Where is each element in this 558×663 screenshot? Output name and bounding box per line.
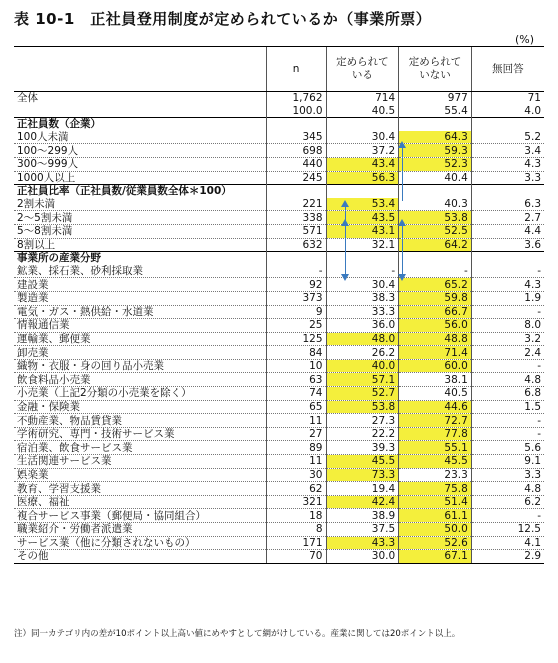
cell-a: 714 [326,92,399,105]
table-row [14,427,544,441]
cell-defined: 19.4 [326,482,399,496]
cell-defined: 26.2 [326,346,399,360]
unit-label: (%) [515,33,535,46]
cell-not-defined: 40.5 [399,387,472,401]
section-empty-cell [399,185,472,198]
table-row [14,278,544,292]
cell-no-answer: 6.3 [471,198,544,211]
cell-n: 245 [266,171,326,185]
cell-not-defined: 65.2 [399,278,472,292]
cell-n: 440 [266,157,326,171]
table-row [14,414,544,428]
cell-n: 9 [266,305,326,319]
table-row [14,157,544,171]
cell-defined: 53.4 [326,198,399,211]
cell-not-defined: 40.3 [399,198,472,211]
row-label: 金融・保険業 [14,400,266,414]
row-label: 100人未満 [14,131,266,144]
cell-not-defined: 59.8 [399,291,472,305]
cell-no-answer: - [471,427,544,441]
section-empty-cell [399,252,472,265]
cell-n: 63 [266,373,326,387]
cell-n: - [266,265,326,278]
table-row [14,455,544,469]
row-label: 飲食料品小売業 [14,373,266,387]
cell-no-answer: - [471,359,544,373]
cell-not-defined: 55.1 [399,441,472,455]
table-row-total-pct [14,105,544,118]
cell-c: 4.0 [471,105,544,118]
cell-n: 338 [266,211,326,225]
cell-defined: 30.0 [326,550,399,564]
table-row [14,482,544,496]
row-label: 情報通信業 [14,319,266,333]
cell-defined: 36.0 [326,319,399,333]
header-no-answer: 無回答 [471,47,544,92]
cell-defined: 43.5 [326,211,399,225]
row-label: 職業紹介・労働者派遣業 [14,523,266,537]
header-defined: 定められて いる [326,47,399,92]
row-label: サービス業（他に分類されないもの） [14,536,266,550]
row-label: 建設業 [14,278,266,292]
cell-n: 125 [266,332,326,346]
cell-no-answer: 4.8 [471,482,544,496]
cell-n: 92 [266,278,326,292]
section-label: 正社員比率（正社員数/従業員数全体＊100） [14,185,266,198]
cell-n: 11 [266,455,326,469]
table-row [14,319,544,333]
section-empty-cell [326,118,399,131]
cell-no-answer: 1.5 [471,400,544,414]
cell-n: 8 [266,523,326,537]
cell-n: 70 [266,550,326,564]
row-label: 宿泊業、飲食サービス業 [14,441,266,455]
cell-no-answer: 4.8 [471,373,544,387]
cell-n: 27 [266,427,326,441]
cell-not-defined: 72.7 [399,414,472,428]
header-label [14,47,266,92]
cell-defined: 42.4 [326,495,399,509]
cell-not-defined: 48.8 [399,332,472,346]
cell-defined: 37.5 [326,523,399,537]
table-row [14,523,544,537]
data-table [14,46,544,564]
table-row [14,536,544,550]
cell-no-answer: 6.2 [471,495,544,509]
cell-no-answer: 1.9 [471,291,544,305]
cell-defined: 43.1 [326,224,399,238]
table-row [14,332,544,346]
cell-n: 373 [266,291,326,305]
row-label: 卸売業 [14,346,266,360]
table-row [14,441,544,455]
section-empty-cell [471,185,544,198]
cell-not-defined: 66.7 [399,305,472,319]
table-row [14,468,544,482]
cell-n: 100.0 [266,105,326,118]
cell-n: 18 [266,509,326,523]
section-empty-cell [326,252,399,265]
cell-not-defined: 64.3 [399,131,472,144]
cell-not-defined: 52.6 [399,536,472,550]
section-header [14,118,544,131]
table-row [14,387,544,401]
row-label [14,105,266,118]
cell-n: 62 [266,482,326,496]
cell-b: 977 [399,92,472,105]
cell-defined: 48.0 [326,332,399,346]
cell-no-answer: 3.3 [471,468,544,482]
cell-defined: 53.8 [326,400,399,414]
cell-n: 1,762 [266,92,326,105]
cell-defined: 30.4 [326,131,399,144]
cell-n: 11 [266,414,326,428]
table-row [14,346,544,360]
section-empty-cell [266,118,326,131]
cell-n: 321 [266,495,326,509]
row-label: 生活関連サービス業 [14,455,266,469]
table-row-total [14,92,544,105]
cell-defined: 22.2 [326,427,399,441]
section-label: 正社員数（企業） [14,118,266,131]
cell-not-defined: 40.4 [399,171,472,185]
row-label: 1000人以上 [14,171,266,185]
cell-not-defined: 56.0 [399,319,472,333]
row-label: 鉱業、採石業、砂利採取業 [14,265,266,278]
arrow-up-icon [402,147,403,201]
section-label: 事業所の産業分野 [14,252,266,265]
cell-defined: 73.3 [326,468,399,482]
cell-no-answer: 12.5 [471,523,544,537]
section-empty-cell [326,185,399,198]
cell-defined: 39.3 [326,441,399,455]
cell-no-answer: - [471,265,544,278]
cell-not-defined: 59.3 [399,144,472,158]
cell-defined: 33.3 [326,305,399,319]
header-row [14,47,544,92]
table-row [14,144,544,158]
cell-defined: 57.1 [326,373,399,387]
cell-defined: 30.4 [326,278,399,292]
cell-no-answer: 4.1 [471,536,544,550]
page-title: 表 10-1 正社員登用制度が定められているか（事業所票） [14,10,432,28]
row-label: 電気・ガス・熱供給・水道業 [14,305,266,319]
cell-not-defined: 44.6 [399,400,472,414]
table-row [14,198,544,211]
cell-not-defined: 23.3 [399,468,472,482]
table-row [14,224,544,238]
cell-no-answer: - [471,509,544,523]
cell-no-answer: 5.6 [471,441,544,455]
section-empty-cell [266,252,326,265]
table-row [14,400,544,414]
table-row [14,495,544,509]
cell-defined: 43.3 [326,536,399,550]
table-row [14,373,544,387]
cell-no-answer: 5.2 [471,131,544,144]
cell-defined: 40.0 [326,359,399,373]
cell-no-answer: 4.4 [471,224,544,238]
row-label: 医療、福祉 [14,495,266,509]
footnote: 注）同一カテゴリ内の差が10ポイント以上高い値にめやすとして網がけしている。産業に関しては20ポイント以上。 [14,629,461,639]
section-empty-cell [399,118,472,131]
cell-no-answer: - [471,305,544,319]
row-label: 5～8割未満 [14,224,266,238]
cell-not-defined: 51.4 [399,495,472,509]
cell-no-answer: 3.3 [471,171,544,185]
table-row [14,238,544,252]
cell-not-defined: 38.1 [399,373,472,387]
row-label: 不動産業、物品賃貸業 [14,414,266,428]
cell-no-answer: 4.3 [471,278,544,292]
row-label: 2～5割未満 [14,211,266,225]
cell-n: 632 [266,238,326,252]
cell-not-defined: 60.0 [399,359,472,373]
cell-not-defined: 45.5 [399,455,472,469]
cell-not-defined: 52.3 [399,157,472,171]
row-label: 2割未満 [14,198,266,211]
row-label: 学術研究、専門・技術サービス業 [14,427,266,441]
section-empty-cell [471,118,544,131]
cell-c: 71 [471,92,544,105]
cell-b: 55.4 [399,105,472,118]
arrow-bidirectional-icon [345,225,346,275]
cell-n: 84 [266,346,326,360]
cell-n: 171 [266,536,326,550]
section-empty-cell [266,185,326,198]
table-row [14,291,544,305]
row-label: 小売業（上記2分類の小売業を除く） [14,387,266,401]
cell-not-defined: 61.1 [399,509,472,523]
cell-not-defined: 67.1 [399,550,472,564]
cell-n: 571 [266,224,326,238]
cell-not-defined: 50.0 [399,523,472,537]
row-label: 製造業 [14,291,266,305]
row-label: 運輸業、郵便業 [14,332,266,346]
cell-n: 65 [266,400,326,414]
cell-n: 89 [266,441,326,455]
cell-defined: - [326,265,399,278]
header-not-defined: 定められて いない [399,47,472,92]
row-label: 教育、学習支援業 [14,482,266,496]
section-empty-cell [471,252,544,265]
cell-no-answer: 4.3 [471,157,544,171]
cell-not-defined: 64.2 [399,238,472,252]
cell-n: 221 [266,198,326,211]
cell-not-defined: 75.8 [399,482,472,496]
cell-defined: 56.3 [326,171,399,185]
table-row [14,265,544,278]
cell-n: 30 [266,468,326,482]
arrow-bidirectional-icon [402,225,403,275]
cell-no-answer: 3.4 [471,144,544,158]
cell-not-defined: 53.8 [399,211,472,225]
table-row [14,211,544,225]
cell-defined: 32.1 [326,238,399,252]
cell-no-answer: 2.9 [471,550,544,564]
table-row [14,509,544,523]
cell-no-answer: 9.1 [471,455,544,469]
cell-no-answer: 6.8 [471,387,544,401]
section-header [14,185,544,198]
section-header [14,252,544,265]
table-row [14,550,544,564]
cell-n: 74 [266,387,326,401]
row-label: 8割以上 [14,238,266,252]
cell-not-defined: - [399,265,472,278]
cell-no-answer: 2.4 [471,346,544,360]
table-row [14,305,544,319]
cell-a: 40.5 [326,105,399,118]
cell-defined: 45.5 [326,455,399,469]
cell-no-answer: 3.6 [471,238,544,252]
row-label: 織物・衣服・身の回り品小売業 [14,359,266,373]
cell-defined: 38.3 [326,291,399,305]
header-n: n [266,47,326,92]
row-label: 複合サービス事業（郵便局・協同組合） [14,509,266,523]
cell-n: 698 [266,144,326,158]
cell-no-answer: - [471,414,544,428]
cell-n: 10 [266,359,326,373]
row-label: 300～999人 [14,157,266,171]
row-label: 100～299人 [14,144,266,158]
cell-defined: 52.7 [326,387,399,401]
cell-defined: 27.3 [326,414,399,428]
cell-defined: 38.9 [326,509,399,523]
cell-n: 25 [266,319,326,333]
cell-no-answer: 3.2 [471,332,544,346]
row-label: その他 [14,550,266,564]
cell-not-defined: 71.4 [399,346,472,360]
cell-defined: 43.4 [326,157,399,171]
cell-not-defined: 77.8 [399,427,472,441]
cell-no-answer: 2.7 [471,211,544,225]
cell-not-defined: 52.5 [399,224,472,238]
table-row [14,171,544,185]
table-row [14,359,544,373]
cell-no-answer: 8.0 [471,319,544,333]
table-row [14,131,544,144]
cell-n: 345 [266,131,326,144]
row-label: 娯楽業 [14,468,266,482]
row-label: 全体 [17,92,38,105]
cell-defined: 37.2 [326,144,399,158]
